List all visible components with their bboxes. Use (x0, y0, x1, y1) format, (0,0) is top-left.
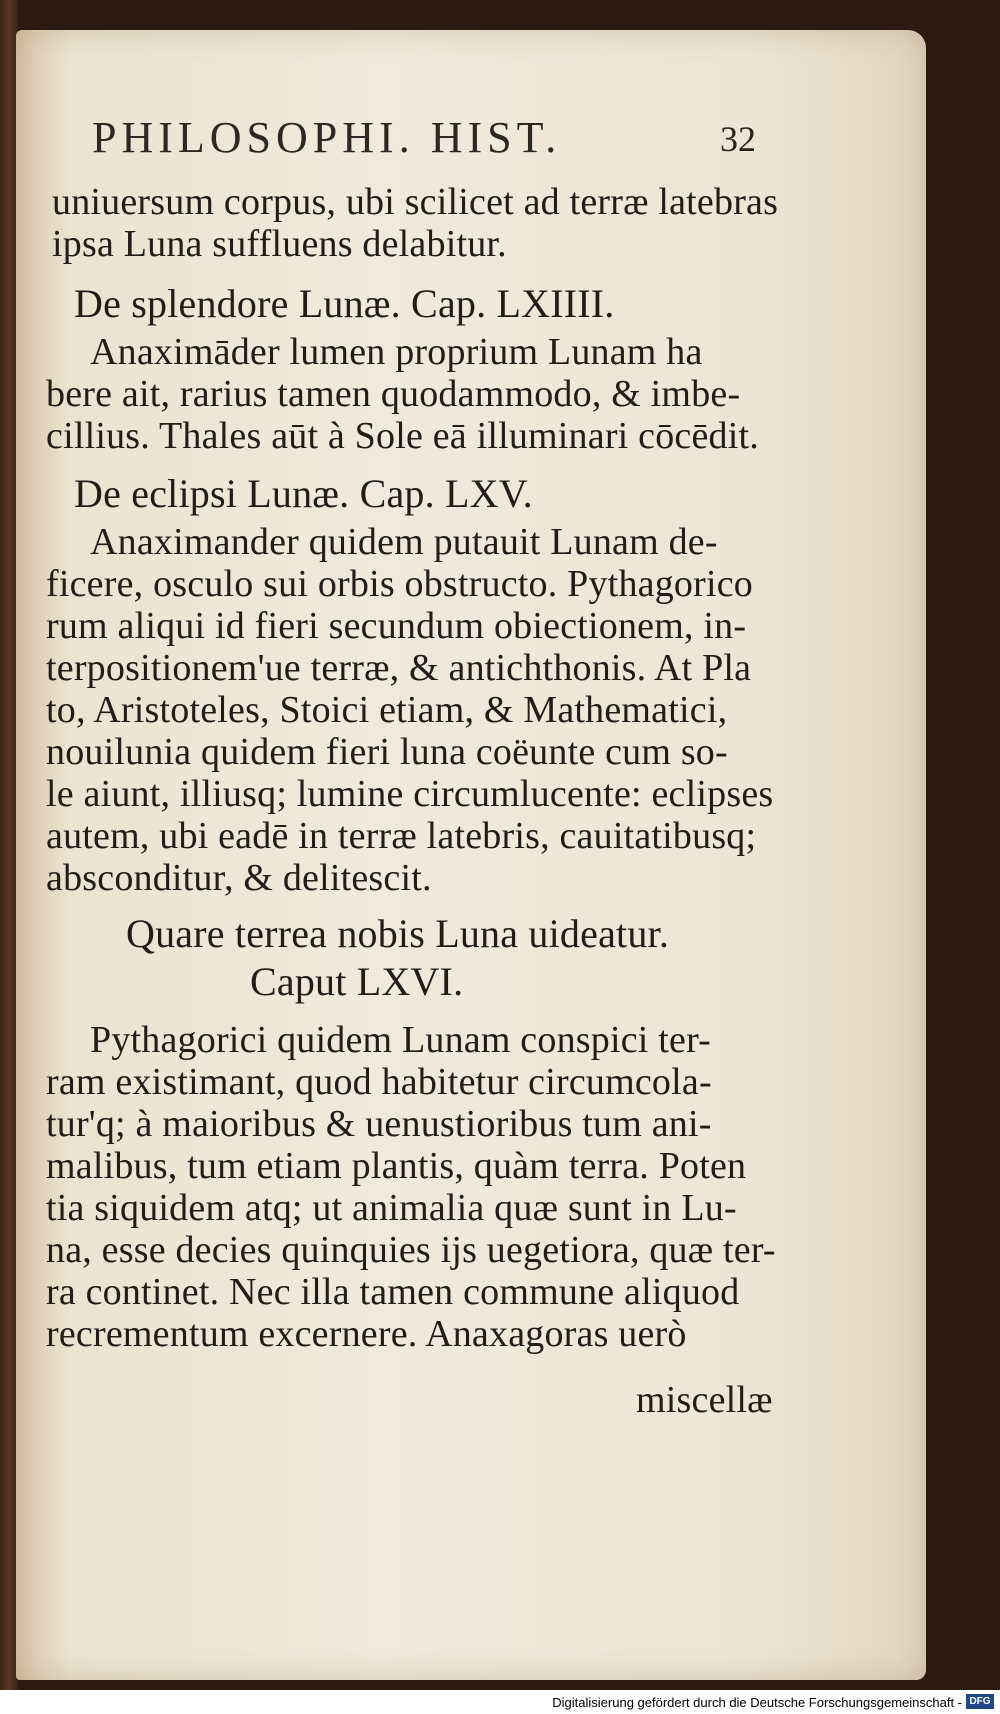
text-line: cillius. Thales aūt à Sole eā illuminari cōcēdit. (46, 415, 759, 457)
text-line: Anaximander quidem putauit Lunam de- (90, 521, 718, 563)
text-line: bere ait, rarius tamen quodammodo, & imbe- (46, 373, 741, 415)
text-line: to, Aristoteles, Stoici etiam, & Mathematici, (46, 689, 728, 731)
chapter-heading: De eclipsi Lunæ. Cap. LXV. (74, 471, 533, 516)
text-line: nouilunia quidem fieri luna coëunte cum so- (46, 731, 728, 773)
text-line: rum aliqui id fieri secundum obiectionem, in- (46, 605, 747, 647)
text-line: uniuersum corpus, ubi scilicet ad terræ latebras (52, 181, 779, 223)
dfg-logo: DFG (966, 1694, 994, 1709)
text-line: terpositionem'ue terræ, & antichthonis. At Pla (46, 647, 752, 689)
footer-credit: Digitalisierung gefördert durch die Deutsche Forschungsgemeinschaft - (552, 1695, 962, 1710)
text-line: malibus, tum etiam plantis, quàm terra. Poten (46, 1145, 747, 1187)
text-line: tia siquidem atq; ut animalia quæ sunt in Lu- (46, 1187, 737, 1229)
text-line: Anaximāder lumen proprium Lunam ha (90, 331, 703, 373)
text-line: ipsa Luna suffluens delabitur. (52, 223, 507, 265)
chapter-heading: Quare terrea nobis Luna uideatur. (126, 911, 670, 956)
page-number: 32 (720, 119, 756, 159)
text-line: autem, ubi eadē in terræ latebris, cauitatibusq; (46, 815, 757, 857)
text-line: Pythagorici quidem Lunam conspici ter- (90, 1019, 712, 1061)
text-line: absconditur, & delitescit. (46, 857, 432, 899)
text-line: na, esse decies quinquies ijs uegetiora, quæ ter- (46, 1229, 776, 1271)
text-line: recrementum excernere. Anaxagoras uerò (46, 1313, 687, 1355)
running-head: PHILOSOPHI. HIST. (92, 113, 562, 162)
chapter-heading: Caput LXVI. (250, 959, 464, 1004)
text-line: ram existimant, quod habitetur circumcola- (46, 1061, 712, 1103)
text-line: ficere, osculo sui orbis obstructo. Pythagorico (46, 563, 753, 605)
catchword: miscellæ (636, 1379, 773, 1421)
text-line: ra continet. Nec illa tamen commune aliquod (46, 1271, 740, 1313)
text-line: le aiunt, illiusq; lumine circumlucente: eclipses (46, 773, 774, 815)
chapter-heading: De splendore Lunæ. Cap. LXIIII. (74, 281, 615, 326)
text-line: tur'q; à maioribus & uenustioribus tum ani- (46, 1103, 712, 1145)
